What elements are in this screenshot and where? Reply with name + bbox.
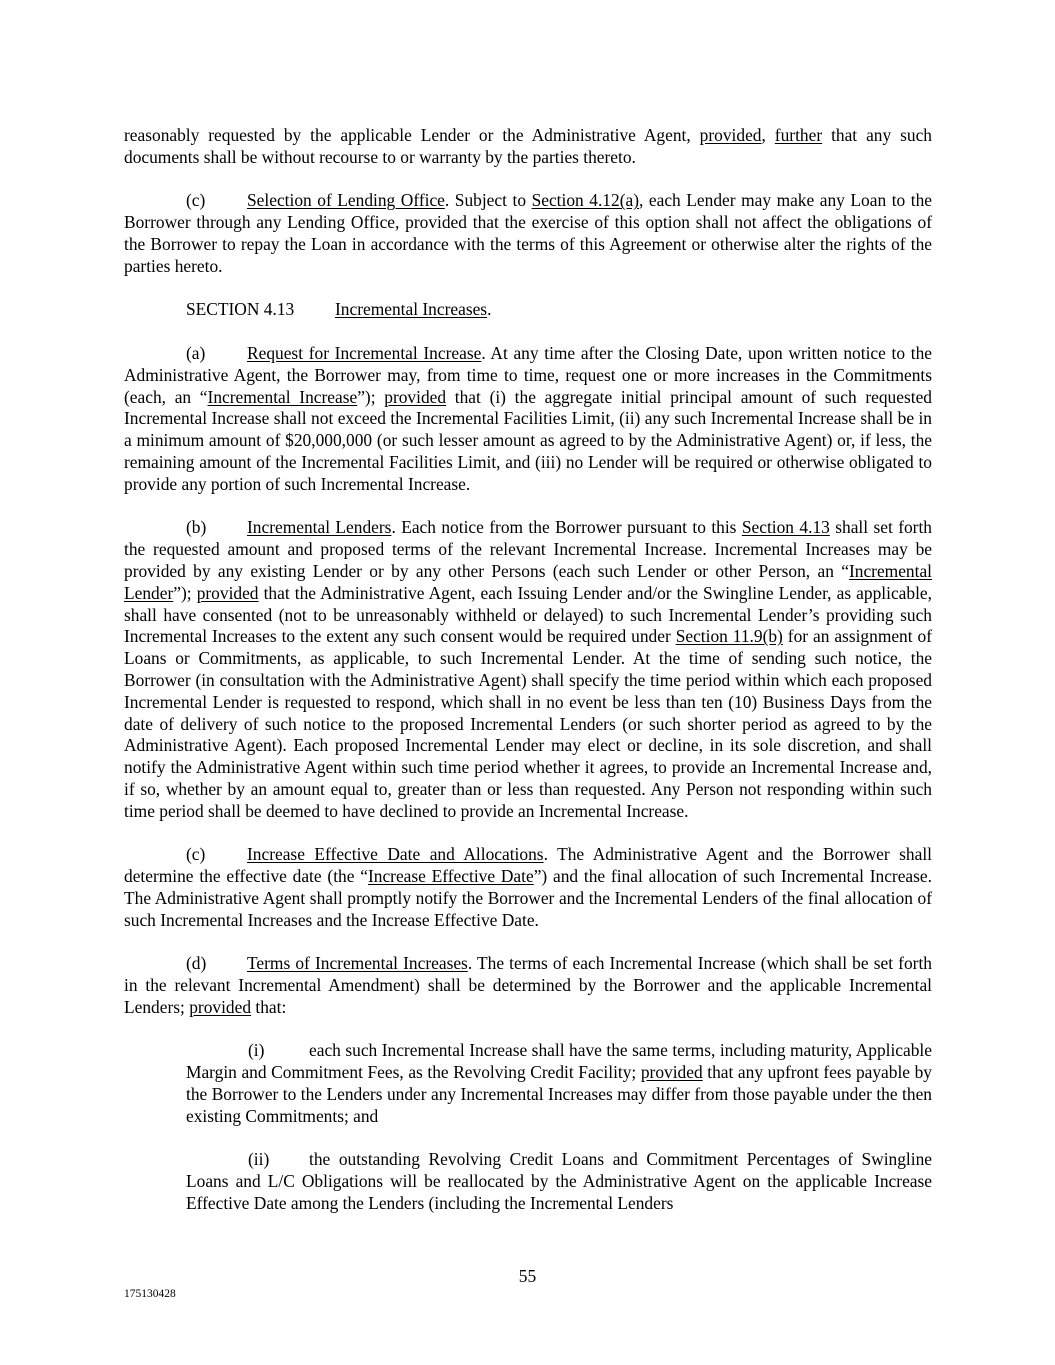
provided-term: provided [189,996,252,1017]
section-reference: Section 4.13 [741,517,830,538]
provided-term: provided [384,386,447,407]
provided-term: provided [196,582,259,603]
paragraph-label: (c) [186,190,206,211]
subparagraph-i: (i) each such Incremental Increase shall have the same terms, including maturity, Applicable Margin and Commitment Fees, as the Revolving Credit Facility; provided that any upfront fees payable by the Borrower to the Lenders under any Incremental Increases may differ from those payable under the then existing Commitments; and [186,1040,932,1126]
paragraph-a-request: (a) Request for Incremental Increase. At any time after the Closing Date, upon written notice to the Administrative Agent, the Borrower may, from time to time, request one or more increases in the Commitments (each, an “Incremental Increase”); provided that (i) the aggregate initial principal amount of such requested Incremental Increase shall not exceed the Incremental Facilities Limit, (ii) any such Incremental Increase shall be in a minimum amount of $20,000,000 (or such lesser amount as agreed to by the Administrative Agent) or, if less, the remaining amount of the Incremental Facilities Limit, and (iii) no Lender will be required or otherwise obligated to provide any portion of such Incremental Increase. [124,342,932,494]
defined-term: Incremental Increase [207,386,358,407]
paragraph-b-incremental-lenders: (b) Incremental Lenders. Each notice from the Borrower pursuant to this Section 4.13 shall set forth the requested amount and proposed terms of the relevant Incremental Increase. Incremental Increases may be provided by any existing Lender or by any other Persons (each such Lender or other Person, an “Incremental Lender”); provided that the Administrative Agent, each Issuing Lender and/or the Swingline Lender, as applicable, shall have consented (not to be unreasonably withheld or delayed) to such Incremental Lender’s providing such Incremental Increases to the extent any such consent would be required under Section 11.9(b) for an assignment of Loans or Commitments, as applicable, to such Incremental Lender. At the time of sending such notice, the Borrower (in consultation with the Administrative Agent) shall specify the time period within which each proposed Incremental Lender is requested to respond, which shall in no event be less than ten (10) Business Days from the date of delivery of such notice to the proposed Incremental Lenders (or such shorter period as agreed to by the Administrative Agent). Each proposed Incremental Lender may elect or decline, in its sole discretion, and shall notify the Administrative Agent within such time period whether it agrees, to provide an Incremental Increase and, if so, whether by an amount equal to, greater than or less than requested. Any Person not responding within such time period shall be deemed to have declined to provide an Incremental Increase. [124,517,933,821]
paragraph-title: Incremental Lenders [247,517,392,538]
section-title: Incremental Increases [335,299,488,320]
paragraph-title: Terms of Incremental Increases [247,953,468,974]
paragraph-title: Selection of Lending Office [247,190,445,211]
paragraph-title: Increase Effective Date and Allocations [247,844,544,865]
section-reference: Section 4.12(a) [531,190,640,211]
subparagraph-block [186,1040,932,1214]
paragraph-label: (d) [186,953,207,974]
provided-term: provided [640,1062,703,1083]
subparagraph-label: (ii) [248,1149,270,1170]
subparagraph-ii: (ii) the outstanding Revolving Credit Loans and Commitment Percentages of Swingline Loans and L/C Obligations will be reallocated by the Administrative Agent on the applicable Increase Effective Date among the Lenders (including the Incremental Lenders [186,1149,932,1214]
paragraph-title: Request for Incremental Increase [247,342,482,363]
paragraph-label: (b) [186,517,207,538]
section-reference: Section 11.9(b) [675,626,783,647]
paragraph-c-lending-office: (c) Selection of Lending Office. Subject to Section 4.12(a), each Lender may make any Loan to the Borrower through any Lending Office, provided that the exercise of this option shall not affect the obligations of the Borrower to repay the Loan in accordance with the terms of this Agreement or otherwise alter the rights of the parties hereto. [124,190,933,276]
paragraph-d-terms: (d) Terms of Incremental Increases. The terms of each Incremental Increase (which shall be set forth in the relevant Incremental Amendment) shall be determined by the Borrower and the applicable Incremental Lenders; provided that: [124,953,932,1017]
section-heading: SECTION 4.13 Incremental Increases. [186,299,492,320]
page-number: 55 [518,1266,537,1286]
paragraph-label: (c) [186,844,206,865]
further-term: further [774,125,823,145]
paragraph-label: (a) [186,342,206,363]
defined-term: Incremental Lender [124,560,932,603]
defined-term: Increase Effective Date [367,866,534,887]
section-number: SECTION 4.13 [186,299,295,320]
provided-term: provided [699,125,762,145]
subparagraph-label: (i) [248,1040,265,1061]
intro-paragraph: reasonably requested by the applicable Lender or the Administrative Agent, provided, further that any such documents shall be without recourse to or warranty by the parties thereto. [124,125,933,167]
document-page [124,125,932,1215]
document-id: 175130428 [124,1288,176,1300]
paragraph-c-effective-date: (c) Increase Effective Date and Allocations. The Administrative Agent and the Borrower shall determine the effective date (the “Increase Effective Date”) and the final allocation of such Incremental Increase. The Administrative Agent shall promptly notify the Borrower and the Incremental Lenders of the final allocation of such Incremental Increases and the Increase Effective Date. [124,844,932,930]
